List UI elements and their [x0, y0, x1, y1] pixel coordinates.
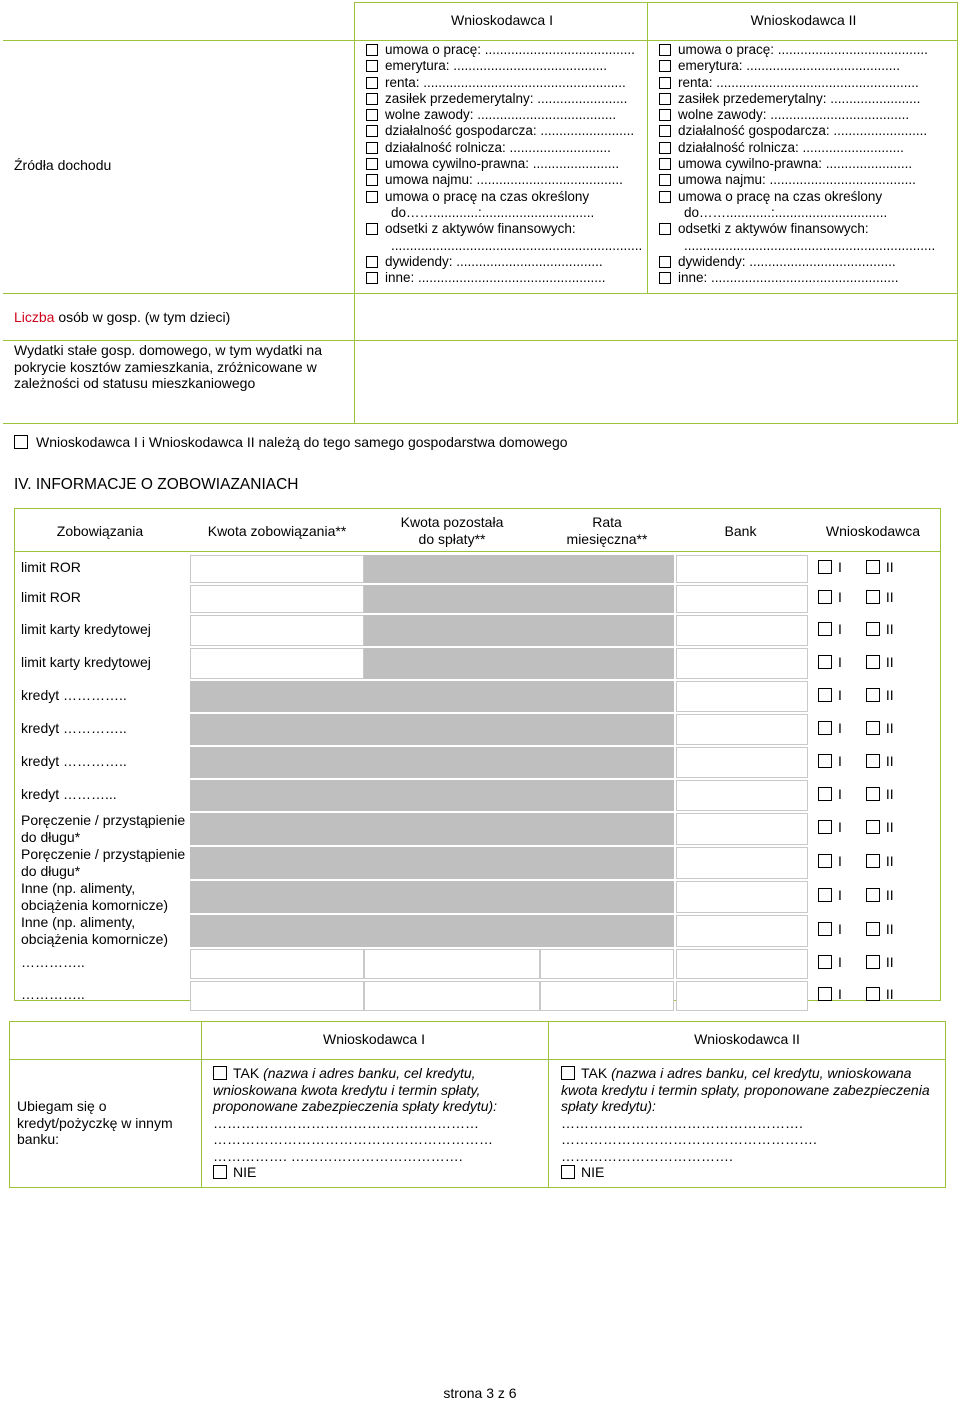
income-checkbox[interactable] [659, 93, 671, 105]
disabled-cells [364, 555, 674, 583]
income-checkbox[interactable] [366, 158, 378, 170]
loan-a1-nie-label: NIE [233, 1164, 257, 1180]
obligation-type-label: limit ROR [21, 589, 81, 605]
loan-a1-tak-details: (nazwa i adres banku, cel kredytu, wnioskowana kwota kredytu i termin spłaty, proponowane zabezpieczenia spłaty kredytu): [213, 1065, 498, 1114]
income-item [366, 205, 642, 221]
income-header-applicant1: Wnioskodawca I [451, 12, 553, 28]
applicant-selector [818, 753, 894, 769]
bank-input[interactable] [676, 615, 808, 646]
applicant2-checkbox[interactable] [866, 560, 880, 574]
applicant1-checkbox[interactable] [818, 787, 832, 801]
income-item-text: umowa najmu: ....................................... [678, 172, 916, 188]
income-checkbox[interactable] [366, 109, 378, 121]
applicant1-option-label: I [838, 785, 842, 802]
income-checkbox[interactable] [366, 174, 378, 186]
applicant1-checkbox[interactable] [818, 820, 832, 834]
loan-a2-tak[interactable] [561, 1065, 936, 1115]
loan-a1-tak-label: TAK [233, 1065, 260, 1081]
disabled-cells [190, 681, 674, 712]
applicant2-checkbox[interactable] [866, 754, 880, 768]
applicant-selector [818, 559, 894, 575]
income-item[interactable] [366, 221, 642, 237]
income-checkbox[interactable] [659, 142, 671, 154]
bank-input[interactable] [676, 780, 808, 811]
applicant2-option-label: II [885, 785, 894, 802]
applicant1-option-label: I [838, 620, 842, 637]
obligation-row [14, 679, 941, 712]
applicant1-option-label: I [838, 752, 842, 769]
income-item-text: dywidendy: ....................................... [385, 253, 603, 269]
income-item-text: odsetki z aktywów finansowych: [385, 221, 576, 237]
header-remaining-line1: Kwota pozostała [400, 514, 504, 530]
income-item-text: ................................................................... [391, 237, 643, 253]
income-checkbox[interactable] [366, 44, 378, 56]
income-item[interactable] [366, 156, 642, 172]
income-item-text: działalność rolnicza: ........................... [678, 139, 904, 155]
rate-input[interactable] [540, 949, 674, 979]
bank-input[interactable] [676, 949, 808, 979]
income-checkbox[interactable] [659, 158, 671, 170]
income-item[interactable] [659, 75, 935, 91]
disabled-cells [190, 813, 674, 845]
applicant2-option-label: II [885, 752, 894, 769]
applicant2-checkbox[interactable] [866, 622, 880, 636]
income-checkbox[interactable] [659, 223, 671, 235]
obligation-type-label: limit karty kredytowej [21, 620, 151, 637]
header-remaining-line2: do spłaty** [418, 531, 486, 547]
applicant2-checkbox[interactable] [866, 955, 880, 969]
header-applicant: Wnioskodawca [825, 523, 921, 539]
obligation-type-label: limit karty kredytowej [21, 653, 151, 670]
income-item[interactable] [659, 58, 935, 74]
applicant-selector [818, 621, 894, 637]
remaining-input[interactable] [364, 981, 540, 1011]
applicant1-checkbox[interactable] [818, 922, 832, 936]
obligation-row [14, 613, 941, 646]
applicant2-option-label: II [885, 887, 894, 903]
income-item[interactable] [366, 42, 642, 58]
applicant2-checkbox[interactable] [866, 590, 880, 604]
income-item-text: ................................................................... [684, 237, 936, 253]
income-checkbox[interactable] [366, 256, 378, 268]
applicant1-checkbox[interactable] [818, 955, 832, 969]
header-rate-line1: Rata [592, 514, 622, 530]
applicant1-checkbox[interactable] [818, 721, 832, 735]
applicant-selector [818, 654, 894, 670]
income-item[interactable] [366, 172, 642, 188]
obligation-row [14, 913, 941, 947]
applicant2-option-label: II [885, 653, 894, 670]
income-item-text: umowa o pracę: ........................................ [385, 42, 635, 57]
applicant1-option-label: I [838, 719, 842, 736]
income-item-text: zasiłek przedemerytalny: ........................ [385, 90, 628, 106]
persons-in-household-label [14, 309, 230, 326]
applicant1-option-label: I [838, 819, 842, 835]
income-item[interactable] [366, 140, 642, 156]
income-item[interactable] [366, 123, 642, 139]
income-item-text: wolne zawody: ..................................... [385, 107, 617, 123]
income-item-text: emerytura: ......................................... [385, 58, 608, 74]
applicant1-checkbox[interactable] [818, 888, 832, 902]
header-remaining [366, 514, 538, 548]
loan-a2-tak-label: TAK [581, 1065, 608, 1081]
income-item[interactable] [659, 91, 935, 107]
applicant2-option-label: II [885, 620, 894, 637]
bank-input[interactable] [676, 981, 808, 1011]
loan-a2-tak-checkbox[interactable] [561, 1066, 575, 1080]
applicant2-checkbox[interactable] [866, 888, 880, 902]
loan-applicant1-cell [213, 1065, 543, 1181]
applicant-selector [818, 687, 894, 703]
bank-input[interactable] [676, 681, 808, 712]
disabled-cells [364, 615, 674, 646]
applicant-selector [818, 921, 894, 937]
loan-a2-dots3[interactable]: ………………………………. [561, 1147, 733, 1164]
obligation-type-label: Inne (np. alimenty, obciążenia komornicze) [21, 914, 169, 947]
disabled-cells [364, 648, 674, 679]
applicant-selector [818, 986, 894, 1002]
amount-input[interactable] [190, 555, 364, 583]
income-item-text: renta: ...................................................... [385, 74, 626, 90]
obligation-type-label: ………….. [21, 986, 85, 1002]
same-household-option[interactable] [14, 434, 568, 450]
income-checkbox[interactable] [366, 223, 378, 235]
income-item-text: inne: .................................................. [385, 270, 606, 286]
income-item[interactable] [366, 254, 642, 270]
disabled-cells [190, 847, 674, 879]
income-item-text: odsetki z aktywów finansowych: [678, 221, 869, 237]
persons-label-red: Liczba [14, 309, 55, 325]
bank-input[interactable] [676, 555, 808, 583]
applicant-selector [818, 887, 894, 903]
applicant2-option-label: II [885, 686, 894, 703]
bank-input[interactable] [676, 747, 808, 778]
income-item[interactable] [366, 75, 642, 91]
applicant1-option-label: I [838, 954, 842, 970]
bank-input[interactable] [676, 813, 808, 845]
applicant-selector [818, 720, 894, 736]
income-list-applicant2 [659, 42, 935, 286]
obligation-row [14, 879, 941, 913]
income-item-text: renta: ...................................................... [678, 74, 919, 90]
obligation-row [14, 979, 941, 1011]
applicant2-option-label: II [885, 954, 894, 970]
applicant1-option-label: I [838, 986, 842, 1002]
header-type: Zobowiązania [56, 523, 144, 539]
income-checkbox[interactable] [659, 256, 671, 268]
same-household-checkbox[interactable] [14, 435, 28, 449]
income-item-text: działalność gospodarcza: ......................... [678, 123, 928, 139]
applicant2-checkbox[interactable] [866, 854, 880, 868]
applicant2-checkbox[interactable] [866, 820, 880, 834]
income-item-text: umowa cywilno-prawna: ....................... [678, 156, 913, 172]
obligation-row [14, 553, 941, 583]
loan-application-label: Ubiegam się o kredyt/pożyczkę w innym banku: [17, 1098, 173, 1147]
remaining-input[interactable] [364, 949, 540, 979]
obligation-type-label: Poręczenie / przystąpienie do długu* [21, 846, 186, 879]
header-amount: Kwota zobowiązania** [207, 523, 347, 539]
disabled-cells [190, 780, 674, 811]
income-item-text: zasiłek przedemerytalny: ........................ [678, 90, 921, 106]
income-item[interactable] [366, 189, 642, 205]
amount-input[interactable] [190, 585, 364, 613]
applicant1-option-label: I [838, 921, 842, 937]
expenses-label: Wydatki stałe gosp. domowego, w tym wydatki na pokrycie kosztów zamieszkania, zróżnicowane w zależności od statusu mieszkaniowego [14, 342, 323, 391]
income-item[interactable] [659, 270, 935, 286]
obligation-type-label: kredyt ………….. [21, 752, 127, 769]
obligation-type-label: kredyt ………….. [21, 719, 127, 736]
applicant1-option-label: I [838, 589, 842, 605]
persons-label-rest: osób w gosp. (w tym dzieci) [54, 309, 231, 325]
applicant-selector [818, 786, 894, 802]
applicant1-checkbox[interactable] [818, 754, 832, 768]
bank-input[interactable] [676, 648, 808, 679]
applicant1-checkbox[interactable] [818, 590, 832, 604]
income-item[interactable] [366, 58, 642, 74]
income-item-text: wolne zawody: ..................................... [678, 107, 910, 123]
applicant1-checkbox[interactable] [818, 854, 832, 868]
income-item [659, 238, 935, 254]
income-checkbox[interactable] [366, 191, 378, 203]
income-item[interactable] [366, 107, 642, 123]
same-household-text: Wnioskodawca I i Wnioskodawca II należą do tego samego gospodarstwa domowego [36, 434, 568, 450]
income-checkbox[interactable] [366, 60, 378, 72]
applicant1-option-label: I [838, 887, 842, 903]
applicant2-option-label: II [885, 819, 894, 835]
income-item-text: umowa najmu: ....................................... [385, 172, 623, 188]
income-checkbox[interactable] [659, 109, 671, 121]
obligation-type-label: ………….. [21, 954, 85, 970]
income-checkbox[interactable] [366, 77, 378, 89]
loan-a1-tak-checkbox[interactable] [213, 1066, 227, 1080]
applicant2-option-label: II [885, 853, 894, 869]
bank-input[interactable] [676, 915, 808, 947]
loan-a1-dots2[interactable]: …………………………………………………… [213, 1131, 493, 1147]
applicant1-option-label: I [838, 653, 842, 670]
loan-a2-dots1[interactable]: ……………………………………………. [561, 1114, 803, 1131]
loan-a2-dots2[interactable]: ………………………………………………. [561, 1131, 817, 1147]
applicant2-checkbox[interactable] [866, 787, 880, 801]
applicant2-option-label: II [885, 719, 894, 736]
obligation-row [14, 845, 941, 879]
loan-a2-tak-details: (nazwa i adres banku, cel kredytu, wnioskowana kwota kredytu i termin spłaty, proponowane zabezpieczenia spłaty kredytu): [561, 1065, 930, 1114]
loan-a1-dots3[interactable]: ……………. ………………………………. [213, 1147, 463, 1164]
section-title-obligations: IV. INFORMACJE O ZOBOWIAZANIACH [14, 476, 299, 493]
obligation-row [14, 811, 941, 845]
disabled-cells [190, 915, 674, 947]
page-number: strona 3 z 6 [443, 1385, 517, 1401]
income-item[interactable] [659, 254, 935, 270]
income-item-text: działalność rolnicza: ........................... [385, 139, 611, 155]
income-checkbox[interactable] [659, 77, 671, 89]
loan-a1-nie[interactable] [213, 1164, 543, 1181]
income-item[interactable] [659, 221, 935, 237]
applicant2-option-label: II [885, 559, 894, 575]
applicant2-checkbox[interactable] [866, 721, 880, 735]
income-item[interactable] [659, 156, 935, 172]
loan-a2-nie-checkbox[interactable] [561, 1165, 575, 1179]
obligation-type-label: kredyt ………... [21, 785, 117, 802]
loan-header-applicant2: Wnioskodawca II [694, 1031, 800, 1047]
income-item-text: do……............:.............................. [391, 204, 595, 220]
income-checkbox[interactable] [659, 44, 671, 56]
income-checkbox[interactable] [659, 125, 671, 137]
applicant1-checkbox[interactable] [818, 688, 832, 702]
obligation-row [14, 646, 941, 679]
header-bank: Bank [724, 523, 757, 539]
income-checkbox[interactable] [659, 272, 671, 284]
applicant2-checkbox[interactable] [866, 655, 880, 669]
income-item-text: umowa o pracę na czas określony [678, 188, 883, 204]
applicant-selector [818, 589, 894, 605]
income-item-text: emerytura: ......................................... [678, 58, 901, 74]
income-item[interactable] [659, 189, 935, 205]
amount-input[interactable] [190, 615, 364, 646]
amount-input[interactable] [190, 981, 364, 1011]
header-rate-line2: miesięczna** [566, 531, 648, 547]
income-item [366, 238, 642, 254]
income-item-text: umowa o pracę na czas określony [385, 188, 590, 204]
income-checkbox[interactable] [659, 191, 671, 203]
loan-a2-nie-label: NIE [581, 1164, 605, 1180]
bank-input[interactable] [676, 847, 808, 879]
amount-input[interactable] [190, 949, 364, 979]
income-checkbox[interactable] [366, 142, 378, 154]
applicant1-checkbox[interactable] [818, 655, 832, 669]
loan-applicant2-cell [561, 1065, 936, 1181]
applicant2-checkbox[interactable] [866, 688, 880, 702]
income-sources-label: Źródła dochodu [14, 157, 112, 173]
income-checkbox[interactable] [366, 125, 378, 137]
income-item-text: umowa cywilno-prawna: ....................... [385, 156, 620, 172]
applicant1-option-label: I [838, 686, 842, 703]
bank-input[interactable] [676, 714, 808, 745]
income-item-text: umowa o pracę: ........................................ [678, 42, 928, 57]
income-checkbox[interactable] [366, 272, 378, 284]
applicant1-option-label: I [838, 853, 842, 869]
income-header-applicant2: Wnioskodawca II [750, 12, 857, 28]
income-item[interactable] [659, 172, 935, 188]
income-item [659, 205, 935, 221]
income-item-text: działalność gospodarcza: ......................... [385, 123, 635, 139]
loan-a2-nie[interactable] [561, 1164, 936, 1181]
income-checkbox[interactable] [659, 174, 671, 186]
applicant2-checkbox[interactable] [866, 922, 880, 936]
applicant2-checkbox[interactable] [866, 987, 880, 1001]
obligation-type-label: limit ROR [21, 559, 81, 575]
disabled-cells [190, 747, 674, 778]
income-list-applicant1 [366, 42, 642, 286]
income-item-text: inne: .................................................. [678, 270, 899, 286]
disabled-cells [190, 881, 674, 913]
disabled-cells [190, 714, 674, 745]
applicant2-option-label: II [885, 921, 894, 937]
income-checkbox[interactable] [366, 93, 378, 105]
bank-input[interactable] [676, 881, 808, 913]
obligation-row [14, 712, 941, 745]
income-item-text: do……............:.............................. [684, 204, 888, 220]
loan-a1-dots1[interactable]: ………………………………………………… [213, 1114, 479, 1131]
income-item[interactable] [659, 42, 935, 58]
applicant1-option-label: I [838, 559, 842, 575]
bank-input[interactable] [676, 585, 808, 613]
obligation-row [14, 583, 941, 613]
rate-input[interactable] [540, 981, 674, 1011]
applicant1-checkbox[interactable] [818, 622, 832, 636]
income-item[interactable] [659, 107, 935, 123]
income-item[interactable] [659, 123, 935, 139]
applicant-selector [818, 954, 894, 970]
obligation-row [14, 745, 941, 778]
amount-input[interactable] [190, 648, 364, 679]
loan-header-applicant1: Wnioskodawca I [323, 1031, 425, 1047]
applicant-selector [818, 819, 894, 835]
income-item[interactable] [659, 140, 935, 156]
loan-a1-tak[interactable] [213, 1065, 543, 1115]
obligation-type-label: Poręczenie / przystąpienie do długu* [21, 812, 186, 845]
disabled-cells [364, 585, 674, 613]
income-checkbox[interactable] [659, 60, 671, 72]
loan-a1-nie-checkbox[interactable] [213, 1165, 227, 1179]
obligation-type-label: Inne (np. alimenty, obciążenia komornicze) [21, 880, 169, 913]
income-item[interactable] [366, 91, 642, 107]
applicant1-checkbox[interactable] [818, 987, 832, 1001]
obligation-row [14, 778, 941, 811]
obligation-row [14, 947, 941, 979]
obligation-type-label: kredyt ………….. [21, 686, 127, 703]
applicant1-checkbox[interactable] [818, 560, 832, 574]
applicant-selector [818, 853, 894, 869]
applicant2-option-label: II [885, 589, 894, 605]
applicant2-option-label: II [885, 986, 894, 1002]
income-item-text: dywidendy: ....................................... [678, 253, 896, 269]
income-item[interactable] [366, 270, 642, 286]
obligations-table [14, 508, 941, 1001]
header-rate [540, 514, 674, 548]
